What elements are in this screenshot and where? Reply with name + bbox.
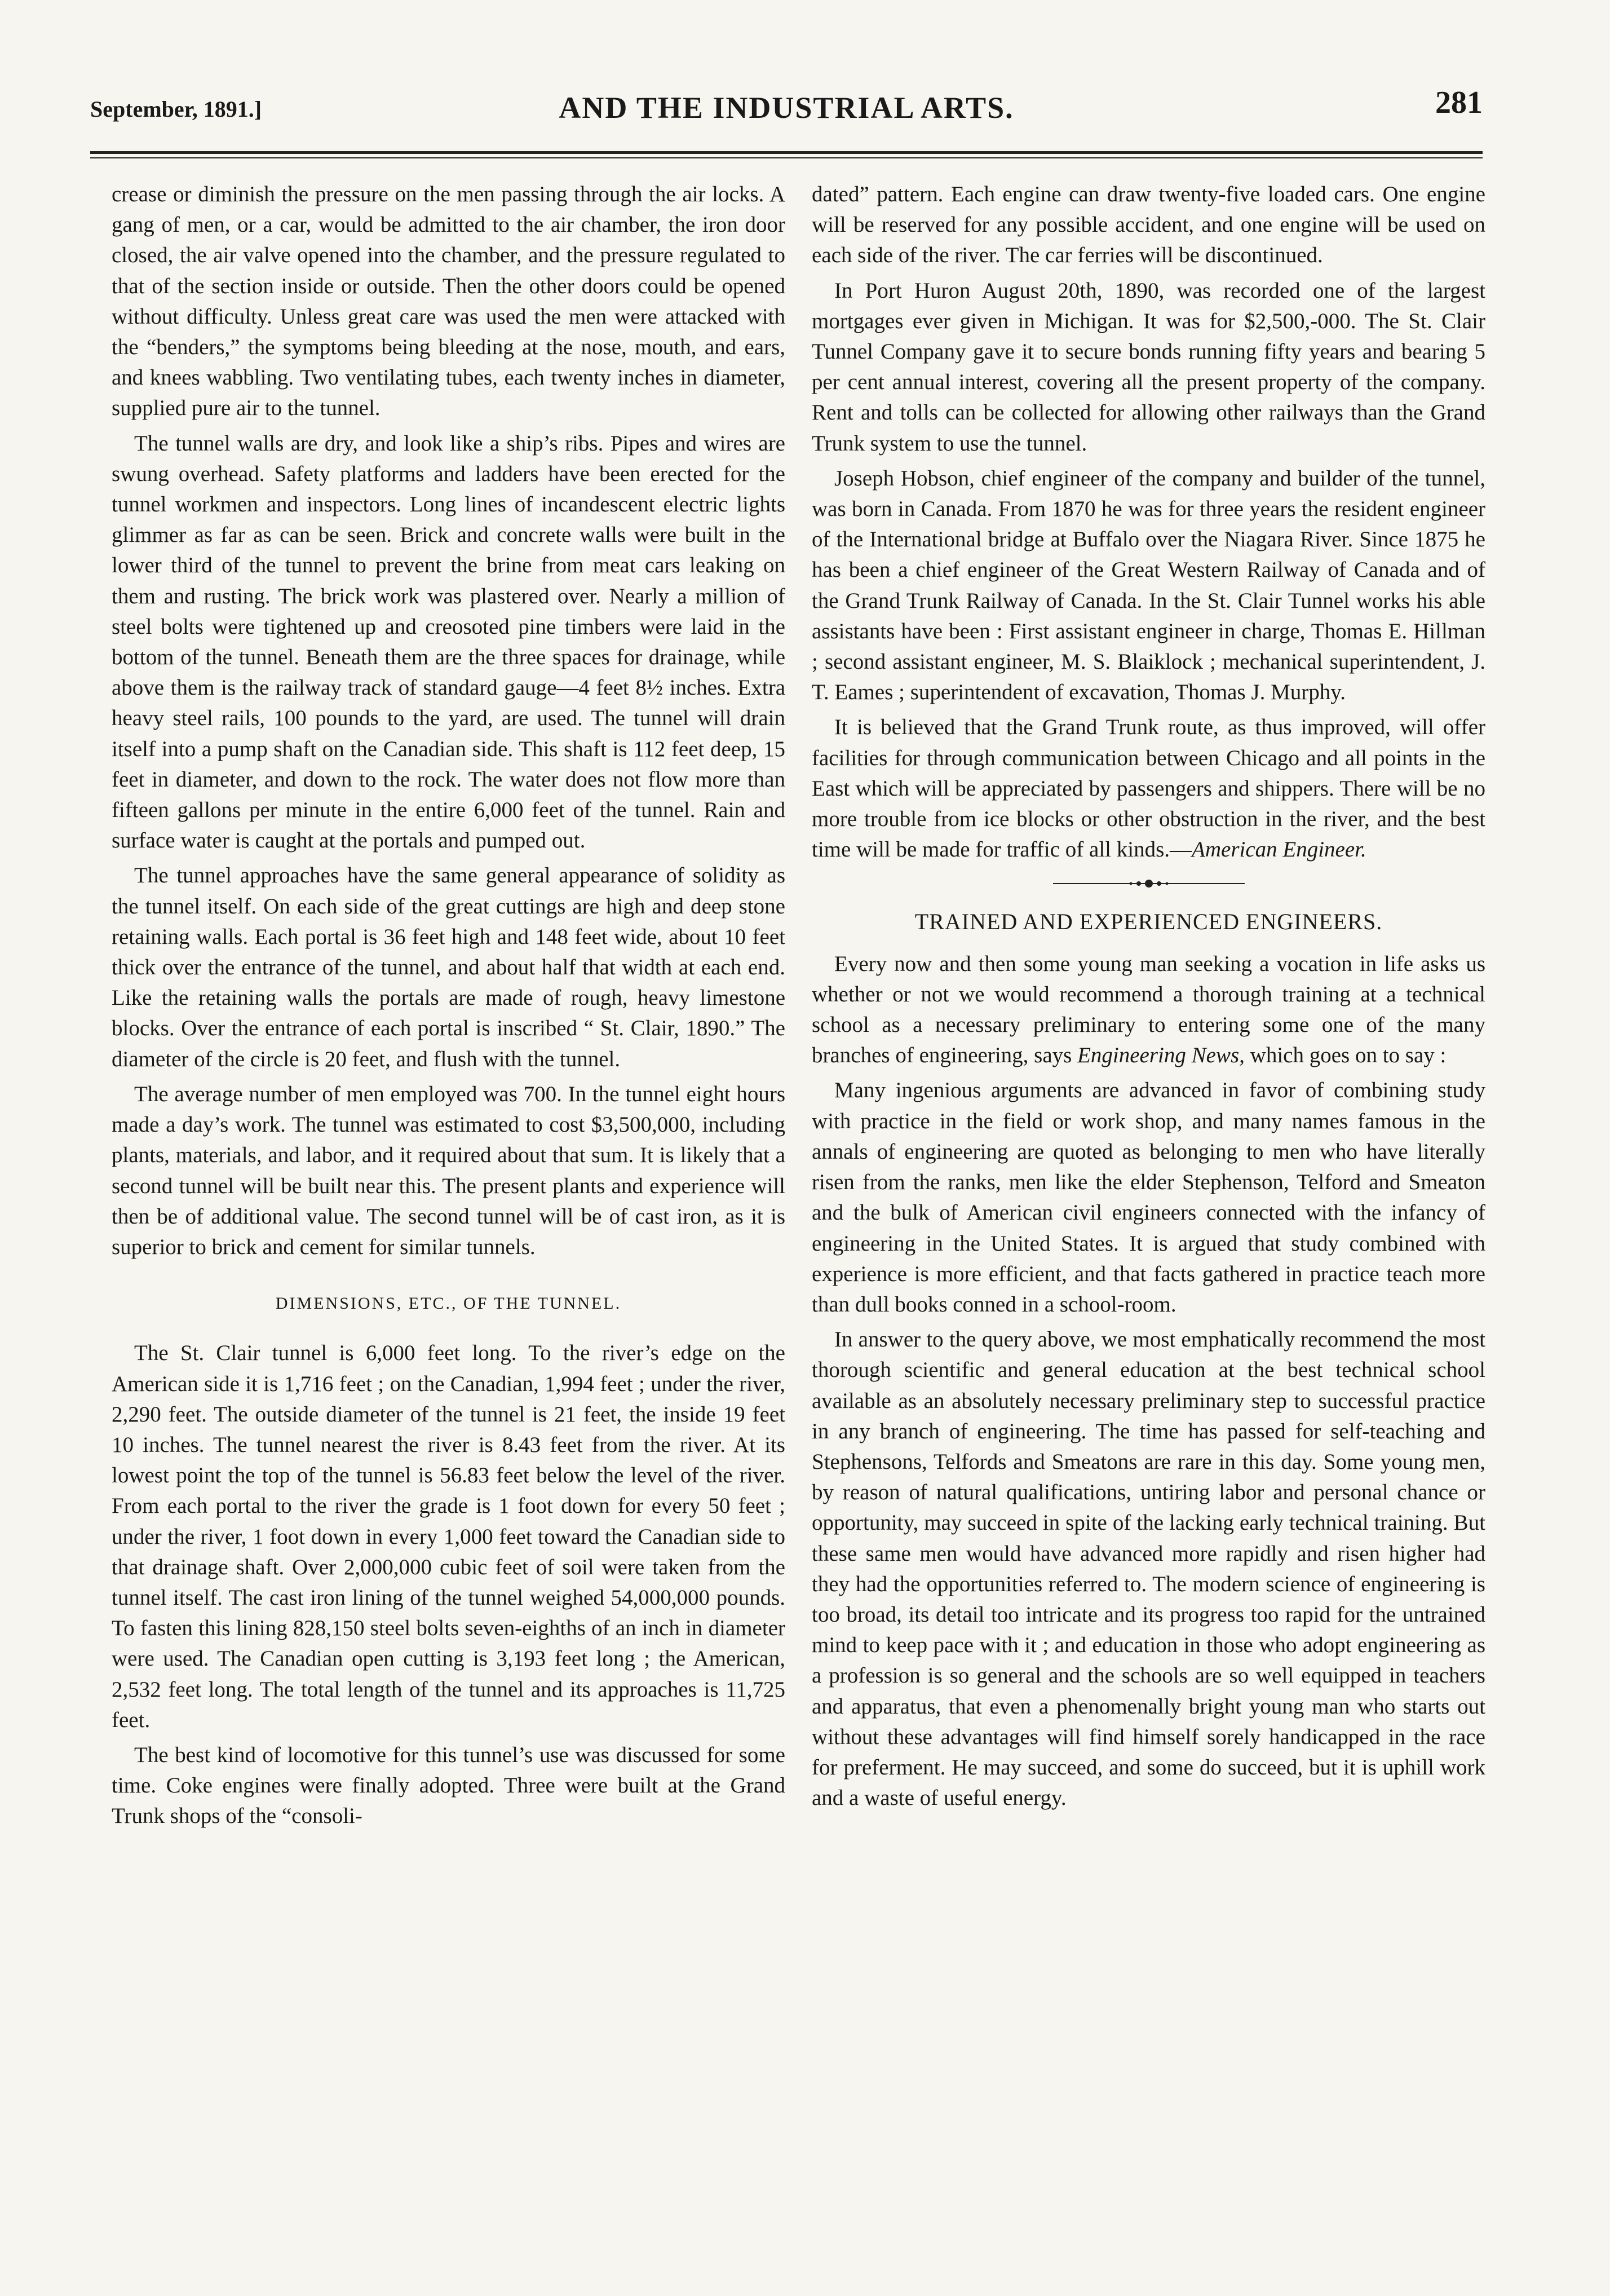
section-heading: DIMENSIONS, ETC., OF THE TUNNEL. [275,1294,622,1313]
section-divider-ornament [1042,875,1256,892]
paragraph: The best kind of locomotive for this tunnel’s use was discussed for some time. Coke engines were finally adopted. Three were built at the Grand Trunk shops of the “consoli- [112,1742,785,1829]
paragraph [812,712,1485,865]
paragraph: In answer to the query above, we most emphatically recommend the most thorough scientific and general education at the best technical school available as an absolutely necessary preliminary step to successful practice in any branch of engineering. The time has passed for self-teaching and Stephensons, Telfords and Smeatons are rare in this day. Some young men, by reason of natural qualifications, untiring labor and personal chance or opportunity, may succeed in spite of the lacking early technical training. But these same men would have advanced more rapidly and risen higher had they had the opportunities referred to. The modern science of engineering is too broad, its detail too intricate and its progress too rapid for the untrained mind to keep pace with it ; and education in those who adopt engineering as a profession is so general and the schools are so well equipped in teachers and apparatus, that even a phenomenally bright young man who starts out without these advantages will find himself sorely handicapped in the race for preferment. He may succeed, and some do succeed, but it is uphill work and a waste of useful energy. [812,1327,1485,1811]
right-column [812,179,1485,1813]
paragraph: In Port Huron August 20th, 1890, was recorded one of the largest mortgages ever given in Michigan. It was for $2,500,-000. The St. Clair Tunnel Company gave it to secure bonds running fifty years and bearing 5 per cent annual interest, covering all the present property of the company. Rent and tolls can be collected for allowing other railways than the Grand Trunk system to use the tunnel. [812,278,1485,456]
header-rule [90,151,1483,158]
paragraph: The tunnel walls are dry, and look like a ship’s ribs. Pipes and wires are swung overhead. Safety platforms and ladders have been erected for the tunnel workmen and inspectors. Long lines of incandescent electric lights glimmer as far as can be seen. Brick and concrete walls were built in the lower third of the tunnel to prevent the brine from meat cars leaking on them and rusting. The brick work was plastered over. Nearly a million of steel bolts were tightened up and creosoted pine timbers were laid in the bottom of the tunnel. Beneath them are the three spaces for drainage, while above them is the railway track of standard gauge—4 feet 8½ inches. Extra heavy steel rails, 100 pounds to the yard, are used. The tunnel will drain itself into a pump shaft on the Canadian side. This shaft is 112 feet deep, 15 feet in diameter, and down to the rock. The water does not flow more than fifteen gallons per minute in the entire 6,000 feet of the tunnel. Rain and surface water is caught at the portals and pumped out. [112,431,785,853]
source-citation: Engineering News, [1077,1043,1245,1068]
paragraph-text: which goes on to say : [1244,1043,1447,1068]
issue-date: September, 1891.] [90,96,262,122]
paragraph-text: Every now and then some young man seeking a vocation in life asks us whether or not we would recommend a thorough training at a technical school as a necessary preliminary to entering some one of the many branches of engineering, says [812,951,1485,1068]
paragraph: crease or diminish the pressure on the men passing through the air locks. A gang of men, or a car, would be admitted to the air chamber, the iron door closed, the air valve opened into the chamber, and the pressure regulated to that of the section inside or outside. Then the other doors could be opened without difficulty. Unless great care was used the men were attacked with the “benders,” the symptoms being bleeding at the nose, mouth, and ears, and knees wabbling. Two ventilating tubes, each twenty inches in diameter, supplied pure air to the tunnel. [112,182,785,421]
left-column [112,179,785,1832]
paragraph: Joseph Hobson, chief engineer of the company and builder of the tunnel, was born in Canada. From 1870 he was for three years the resident engineer of the International bridge at Buffalo over the Niagara River. Since 1875 he has been a chief engineer of the Great Western Railway of Canada and of the Grand Trunk Railway of Canada. In the St. Clair Tunnel works his able assistants have been : First assistant engineer in charge, Thomas E. Hillman ; second assistant engineer, M. S. Blaiklock ; mechanical superintendent, J. T. Eames ; superintendent of excavation, Thomas J. Murphy. [812,466,1485,705]
page-number: 281 [1435,85,1483,120]
paragraph: Many ingenious arguments are advanced in favor of combining study with practice in the field or work shop, and many names famous in the annals of engineering are quoted as belonging to men who have literally risen from the ranks, men like the elder Stephenson, Telford and Smeaton and the bulk of American civil engineers connected with the infancy of engineering in the United States. It is argued that study combined with experience is more efficient, and that facts gathered in practice teach more than dull books conned in a school-room. [812,1078,1485,1317]
paragraph: The average number of men employed was 700. In the tunnel eight hours made a day’s work. The tunnel was estimated to cost $3,500,000, including plants, materials, and labor, and it required about that sum. It is likely that a second tunnel will be built near this. The present plants and experience will then be of additional value. The second tunnel will be of cast iron, as it is superior to brick and cement for similar tunnels. [112,1081,785,1259]
paragraph [812,949,1485,1071]
paragraph: The St. Clair tunnel is 6,000 feet long. To the river’s edge on the American side it is 1,716 feet ; on the Canadian, 1,994 feet ; under the river, 2,290 feet. The outside diameter of the tunnel is 21 feet, the inside 19 feet 10 inches. The tunnel nearest the river is 8.43 feet from the river. At its lowest point the top of the tunnel is 56.83 feet below the level of the river. From each portal to the river the grade is 1 foot down for every 50 feet ; under the river, 1 foot down in every 1,000 feet toward the Canadian side to that drainage shaft. Over 2,000,000 cubic feet of soil were taken from the tunnel itself. The cast iron lining of the tunnel weighed 54,000,000 pounds. To fasten this lining 828,150 steel bolts seven-eighths of an inch in diameter were used. The Canadian open cutting is 3,193 feet long ; the American, 2,532 feet long. The total length of the tunnel and its approaches is 11,725 feet. [112,1341,785,1732]
paragraph: The tunnel approaches have the same general appearance of solidity as the tunnel itself. On each side of the great cuttings are high and deep stone retaining walls. Each portal is 36 feet high and 148 feet wide, about 10 feet thick over the entrance of the tunnel, and about half that width at each end. Like the retaining walls the portals are made of rough, heavy limestone blocks. Over the entrance of each portal is inscribed “ St. Clair, 1890.” The diameter of the circle is 20 feet, and flush with the tunnel. [112,863,785,1071]
running-head [90,85,1483,135]
paragraph: dated” pattern. Each engine can draw twenty-five loaded cars. One engine will be reserved for any possible accident, and one engine will be used on each side of the river. The car ferries will be discontinued. [812,182,1485,268]
article-title: TRAINED AND EXPERIENCED ENGINEERS. [914,909,1383,935]
source-citation: American Engineer. [1192,837,1366,862]
journal-title: AND THE INDUSTRIAL ARTS. [559,91,1014,125]
paragraph-text: It is believed that the Grand Trunk route, as thus improved, will offer facilities for through communication between Chicago and all points in the East which will be appreciated by passengers and shippers. There will be no more trouble from ice blocks or other obstruction in the river, and the best time will be made for traffic of all kinds.— [812,715,1485,862]
